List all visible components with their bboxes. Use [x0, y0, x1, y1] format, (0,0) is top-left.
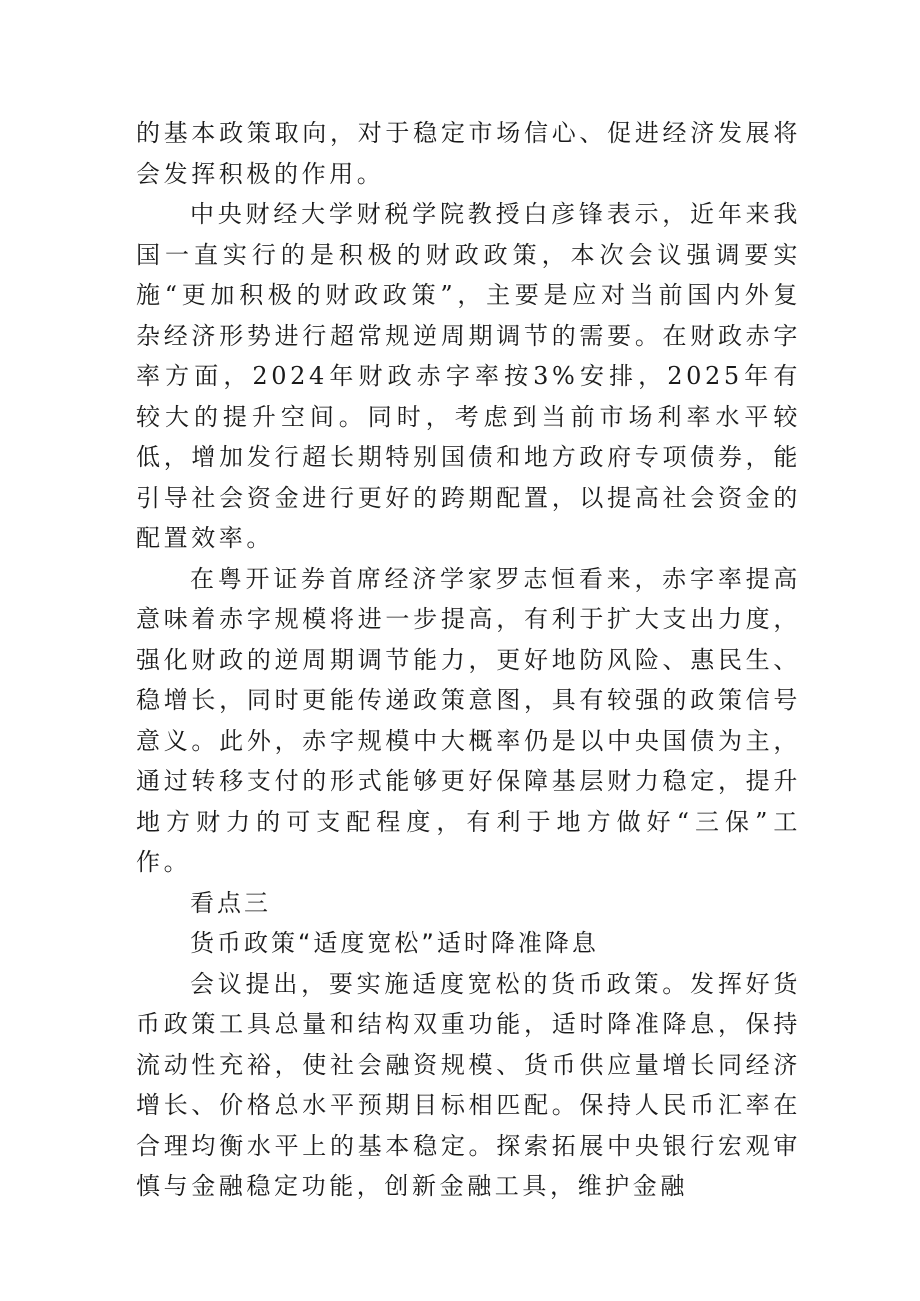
paragraph-monetary-policy: 会议提出，要实施适度宽松的货币政策。发挥好货币政策工具总量和结构双重功能，适时降准降息，保持流动性充裕，使社会融资规模、货币供应量增长同经济增长、价格总水平预期目标相匹配。保持人民币汇率在合理均衡水平上的基本稳定。探索拓展中央银行宏观审慎与金融稳定功能，创新金融工具，维护金融 — [136, 969, 801, 1200]
paragraph-bai-yanfeng: 中央财经大学财税学院教授白彦锋表示，近年来我国一直实行的是积极的财政政策，本次会议强调要实施“更加积极的财政政策”，主要是应对当前国内外复杂经济形势进行超常规逆周期调节的需要。在财政赤字率方面，2024年财政赤字率按3%安排，2025年有较大的提升空间。同时，考虑到当前市场利率水平较低，增加发行超长期特别国债和地方政府专项债券，能引导社会资金进行更好的跨期配置，以提高社会资金的配置效率。 — [136, 200, 801, 552]
section-label: 看点三 — [190, 888, 271, 917]
document-body — [136, 113, 801, 1207]
paragraph-continuation: 的基本政策取向，对于稳定市场信心、促进经济发展将会发挥积极的作用。 — [136, 119, 801, 188]
section-title: 货币政策“适度宽松”适时降准降息 — [190, 929, 599, 957]
paragraph-luo-zhiheng: 在粤开证券首席经济学家罗志恒看来，赤字率提高意味着赤字规模将进一步提高，有利于扩大支出力度，强化财政的逆周期调节能力，更好地防风险、惠民生、稳增长，同时更能传递政策意图，具有较强的政策信号意义。此外，赤字规模中大概率仍是以中央国债为主，通过转移支付的形式能够更好保障基层财力稳定，提升地方财力的可支配程度，有利于地方做好“三保”工作。 — [136, 564, 801, 876]
